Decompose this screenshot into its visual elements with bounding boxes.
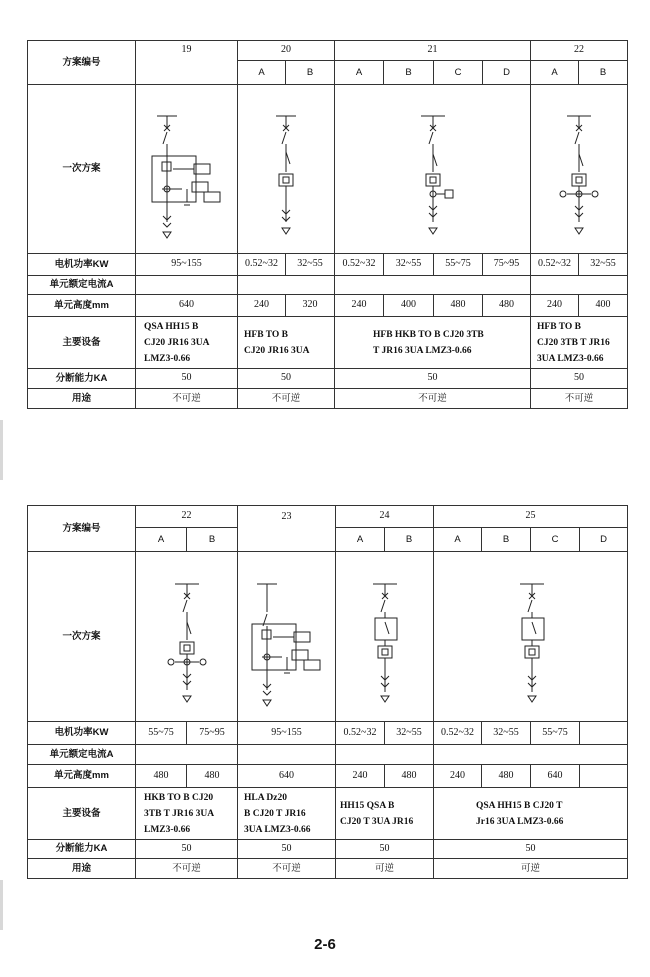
height-22b: 400 (579, 295, 628, 317)
circuit-diagram-icon (147, 562, 227, 712)
diagram-20 (238, 85, 335, 254)
label-usage: 用途 (28, 859, 136, 879)
height-20a: 240 (238, 295, 286, 317)
height-22b: 480 (187, 765, 238, 788)
scheme-24: 24 (336, 506, 434, 528)
usage-22: 不可逆 (531, 389, 628, 409)
scheme-19: 19 (136, 41, 238, 85)
circuit-diagram-icon (539, 94, 619, 244)
usage-22: 不可逆 (136, 859, 238, 879)
equip-22: HKB TO B CJ20 3TB T JR16 3UA LMZ3-0.66 (136, 788, 238, 840)
sub-25d: D (580, 528, 628, 552)
current-22 (531, 276, 628, 295)
usage-23: 不可逆 (238, 859, 336, 879)
diagram-21 (335, 85, 531, 254)
label-usage: 用途 (28, 389, 136, 409)
label-main-equipment: 主要设备 (28, 788, 136, 840)
sub-21c: C (434, 61, 483, 85)
circuit-diagram-icon (242, 562, 332, 712)
label-scheme-no: 方案编号 (28, 506, 136, 552)
power-25b: 32~55 (482, 722, 531, 745)
power-22b: 32~55 (579, 254, 628, 276)
current-25 (434, 745, 628, 765)
sub-22a: A (136, 528, 187, 552)
scheme-20: 20 (238, 41, 335, 61)
breaking-20: 50 (238, 369, 335, 389)
height-24b: 480 (385, 765, 434, 788)
label-motor-power: 电机功率KW (28, 254, 136, 276)
height-24a: 240 (336, 765, 385, 788)
label-breaking-capacity: 分断能力KA (28, 369, 136, 389)
breaking-21: 50 (335, 369, 531, 389)
sub-20b: B (286, 61, 335, 85)
power-21b: 32~55 (384, 254, 434, 276)
sub-22a: A (531, 61, 579, 85)
page-number: 2-6 (314, 936, 336, 953)
diagram-25 (434, 552, 628, 722)
equip-21: HFB HKB TO B CJ20 3TB T JR16 3UA LMZ3-0.66 (335, 317, 531, 369)
circuit-diagram-icon (142, 94, 232, 244)
diagram-22 (136, 552, 238, 722)
power-25c: 55~75 (531, 722, 580, 745)
height-20b: 320 (286, 295, 335, 317)
sub-24a: A (336, 528, 385, 552)
binding-edge (0, 0, 8, 977)
height-21d: 480 (483, 295, 531, 317)
sub-20a: A (238, 61, 286, 85)
power-20a: 0.52~32 (238, 254, 286, 276)
height-25b: 480 (482, 765, 531, 788)
breaking-22: 50 (531, 369, 628, 389)
scheme-22: 22 (531, 41, 628, 61)
equip-19: QSA HH15 B CJ20 JR16 3UA LMZ3-0.66 (136, 317, 238, 369)
power-25d (580, 722, 628, 745)
current-23 (238, 745, 336, 765)
power-20b: 32~55 (286, 254, 335, 276)
diagram-22 (531, 85, 628, 254)
power-22a: 0.52~32 (531, 254, 579, 276)
usage-24: 可逆 (336, 859, 434, 879)
power-21a: 0.52~32 (335, 254, 384, 276)
breaking-19: 50 (136, 369, 238, 389)
usage-25: 可逆 (434, 859, 628, 879)
label-unit-height: 单元高度mm (28, 295, 136, 317)
sub-22b: B (579, 61, 628, 85)
height-21c: 480 (434, 295, 483, 317)
sub-21b: B (384, 61, 434, 85)
current-20 (238, 276, 335, 295)
scheme-table-2 (27, 505, 628, 879)
breaking-24: 50 (336, 840, 434, 859)
height-21a: 240 (335, 295, 384, 317)
equip-23: HLA Dz20 B CJ20 T JR16 3UA LMZ3-0.66 (238, 788, 336, 840)
equip-25: QSA HH15 B CJ20 T Jr16 3UA LMZ3-0.66 (434, 788, 628, 840)
sub-21d: D (483, 61, 531, 85)
circuit-diagram-icon (256, 94, 316, 244)
scheme-22: 22 (136, 506, 238, 528)
sub-21a: A (335, 61, 384, 85)
scheme-21: 21 (335, 41, 531, 61)
height-19: 640 (136, 295, 238, 317)
breaking-23: 50 (238, 840, 336, 859)
label-primary: 一次方案 (28, 85, 136, 254)
circuit-diagram-icon (393, 94, 473, 244)
current-22 (136, 745, 238, 765)
circuit-diagram-icon (486, 562, 576, 712)
diagram-24 (336, 552, 434, 722)
scheme-23: 23 (238, 506, 336, 552)
usage-21: 不可逆 (335, 389, 531, 409)
power-22b: 75~95 (187, 722, 238, 745)
breaking-22: 50 (136, 840, 238, 859)
sub-25c: C (531, 528, 580, 552)
usage-19: 不可逆 (136, 389, 238, 409)
power-22a: 55~75 (136, 722, 187, 745)
diagram-23 (238, 552, 336, 722)
sub-22b: B (187, 528, 238, 552)
current-24 (336, 745, 434, 765)
label-breaking-capacity: 分断能力KA (28, 840, 136, 859)
sub-24b: B (385, 528, 434, 552)
label-rated-current: 单元额定电流A (28, 276, 136, 295)
power-23: 95~155 (238, 722, 336, 745)
equip-24: HH15 QSA B CJ20 T 3UA JR16 (336, 788, 434, 840)
equip-22: HFB TO B CJ20 3TB T JR16 3UA LMZ3-0.66 (531, 317, 628, 369)
current-19 (136, 276, 238, 295)
sub-25b: B (482, 528, 531, 552)
label-unit-height: 单元高度mm (28, 765, 136, 788)
power-19: 95~155 (136, 254, 238, 276)
height-22a: 240 (531, 295, 579, 317)
power-21c: 55~75 (434, 254, 483, 276)
label-rated-current: 单元额定电流A (28, 745, 136, 765)
height-23: 640 (238, 765, 336, 788)
power-24a: 0.52~32 (336, 722, 385, 745)
height-25c: 640 (531, 765, 580, 788)
power-24b: 32~55 (385, 722, 434, 745)
label-motor-power: 电机功率KW (28, 722, 136, 745)
label-scheme-no: 方案编号 (28, 41, 136, 85)
height-25a: 240 (434, 765, 482, 788)
scheme-table-1 (27, 40, 628, 409)
power-25a: 0.52~32 (434, 722, 482, 745)
circuit-diagram-icon (345, 562, 425, 712)
power-21d: 75~95 (483, 254, 531, 276)
label-main-equipment: 主要设备 (28, 317, 136, 369)
sub-25a: A (434, 528, 482, 552)
breaking-25: 50 (434, 840, 628, 859)
equip-20: HFB TO B CJ20 JR16 3UA (238, 317, 335, 369)
height-25d (580, 765, 628, 788)
usage-20: 不可逆 (238, 389, 335, 409)
diagram-19 (136, 85, 238, 254)
height-22a: 480 (136, 765, 187, 788)
height-21b: 400 (384, 295, 434, 317)
current-21 (335, 276, 531, 295)
label-primary: 一次方案 (28, 552, 136, 722)
scheme-25: 25 (434, 506, 628, 528)
